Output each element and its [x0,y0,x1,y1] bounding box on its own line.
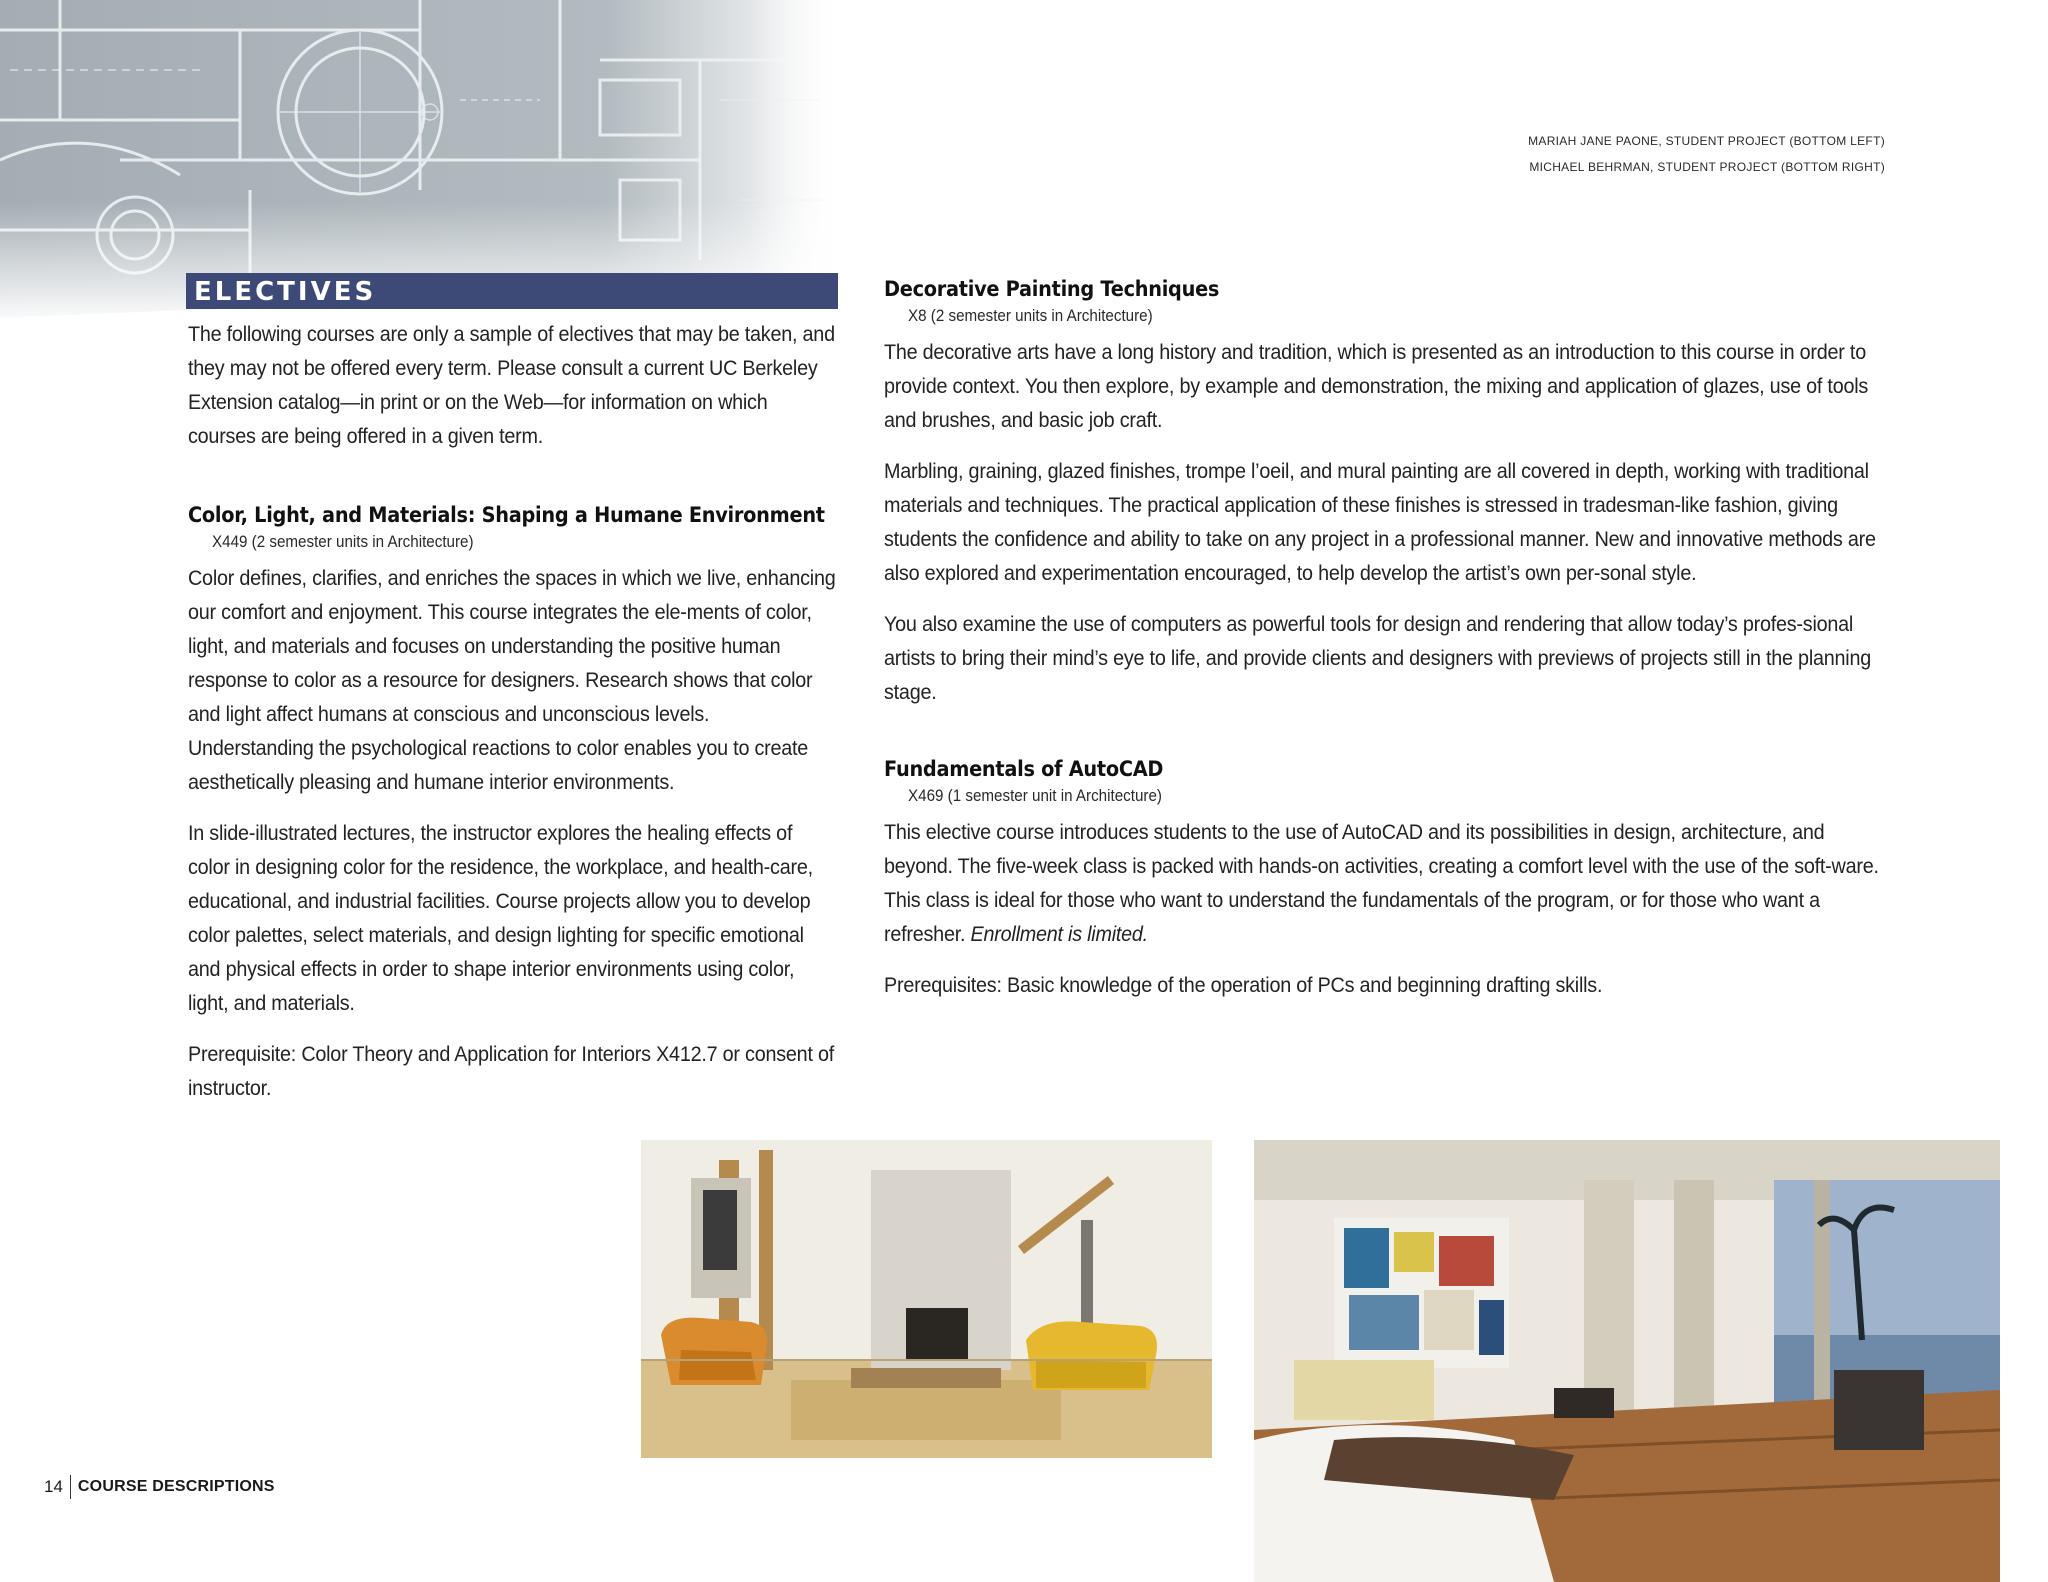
course-title: Decorative Painting Techniques [884,277,1220,301]
course-prerequisite: Prerequisite: Color Theory and Application for Interiors X412.7 or consent of instructor. [188,1042,835,1100]
page-number: 14 [44,1477,63,1496]
course-code: X469 (1 semester unit in Architecture) [908,787,1162,805]
course-paragraph: Color defines, clarifies, and enriches the spaces in which we live, enhancing our comfort and enjoyment. This course integrates the ele-ments of color, light, and materials and focuses on understanding the positive human response to color as a resource for designers. Research shows that color and light affect humans at conscious and unconscious levels. Understanding the psychological reactions to color enables you to create aesthetically pleasing and humane interior environments. [188,566,836,794]
photo-credits [1528,128,1885,180]
electives-heading: ELECTIVES [186,273,838,309]
right-column [884,273,1894,1002]
course-paragraph: The decorative arts have a long history and tradition, which is presented as an introduction to this course in order to provide context. You then explore, by example and demonstration, the mixing and application of glazes, use of tools and brushes, and basic job craft. [884,340,1869,432]
enrollment-note: Enrollment is limited. [970,922,1148,946]
course-prerequisite: Prerequisites: Basic knowledge of the operation of PCs and beginning drafting skills. [884,973,1603,997]
course-paragraph-text: This elective course introduces students to the use of AutoCAD and its possibilities in design, architecture, and beyond. The five-week class is packed with hands-on activities, creating a comfort level with the use of the soft-ware. This class is ideal for those who want to understand the fundamentals of the program, or for those who want a refresher. [884,820,1879,946]
student-rendering-interior [1254,1140,2000,1582]
credit-line: MARIAH JANE PAONE, STUDENT PROJECT (BOTTOM LEFT) [1528,134,1885,148]
footer-divider [70,1475,71,1499]
course-title: Fundamentals of AutoCAD [884,757,1164,781]
credit-line: MICHAEL BEHRMAN, STUDENT PROJECT (BOTTOM RIGHT) [1529,160,1885,174]
course-title: Color, Light, and Materials: Shaping a Humane Environment [188,503,825,527]
course-code: X449 (2 semester units in Architecture) [212,533,474,551]
page-footer [44,1475,275,1499]
course-paragraph: Marbling, graining, glazed finishes, trompe l’oeil, and mural painting are all covered in depth, working with traditional materials and techniques. The practical application of these finishes is stressed in tradesman-like fashion, giving students the confidence and ability to take on any project in a professional manner. New and innovative methods are also explored and experimentation encouraged, to help develop the artist’s own per-sonal style. [884,459,1876,585]
left-column [188,273,838,1105]
electives-intro: The following courses are only a sample of electives that may be taken, and they may not be offered every term. Please consult a current UC Berkeley Extension catalog—in print or on the Web—for information on which courses are being offered in a given term. [188,322,835,448]
section-title: COURSE DESCRIPTIONS [77,1478,275,1495]
course-code: X8 (2 semester units in Architecture) [908,307,1153,325]
student-rendering-living-room [641,1140,1212,1458]
course-paragraph: In slide-illustrated lectures, the instructor explores the healing effects of color in designing color for the residence, the workplace, and health-care, educational, and industrial facilities. Course projects allow you to develop color palettes, select materials, and design lighting for specific emotional and physical effects in order to shape interior environments using color, light, and materials. [188,821,813,1015]
course-paragraph [884,815,1894,951]
course-paragraph: You also examine the use of computers as powerful tools for design and rendering that allow today’s profes-sional artists to bring their mind’s eye to life, and provide clients and designers with previews of projects still in the planning stage. [884,612,1872,704]
